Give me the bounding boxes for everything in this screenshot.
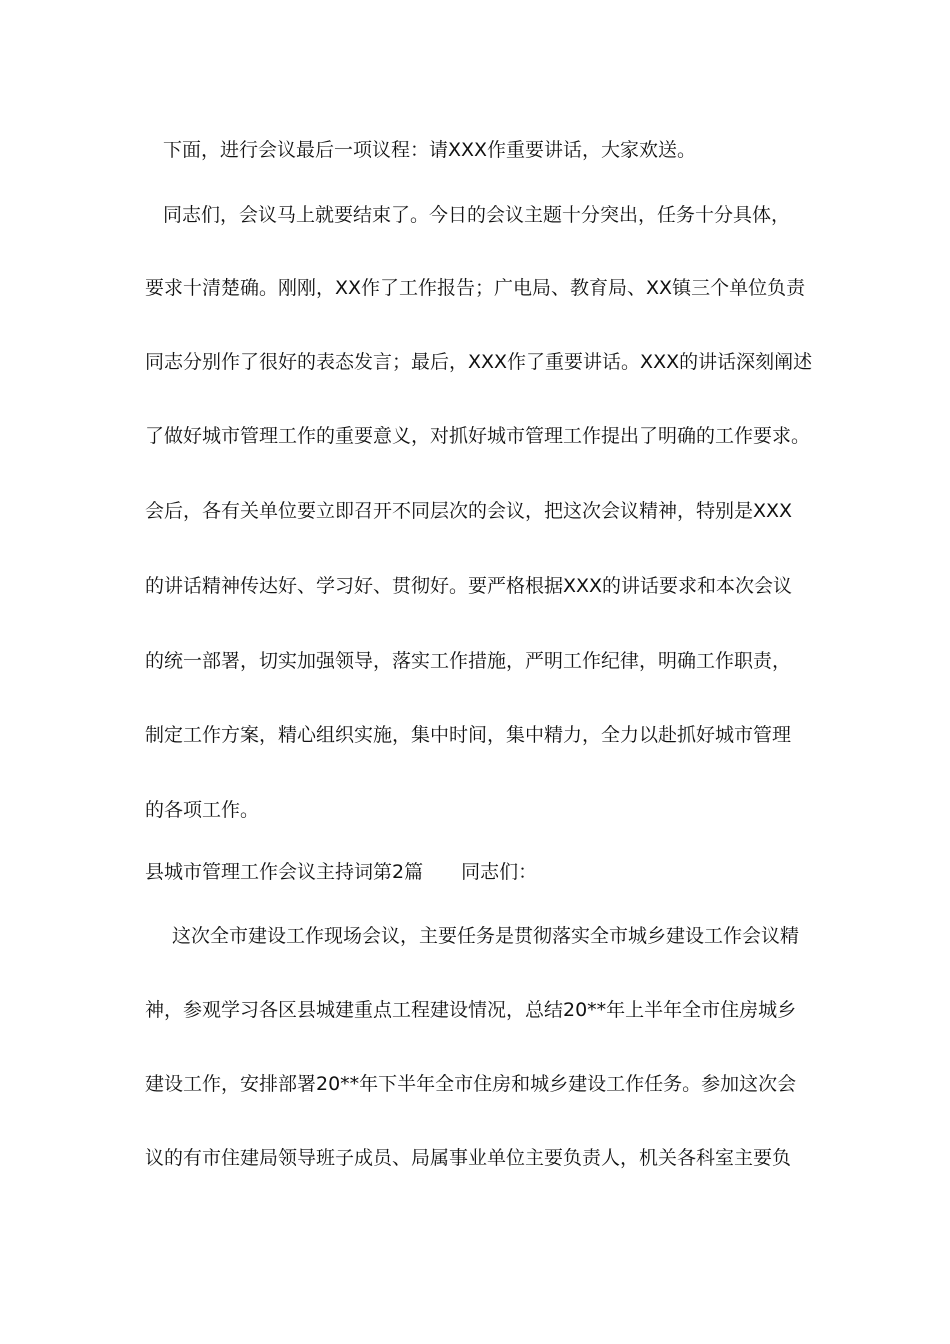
text-line: 的统一部署，切实加强领导，落实工作措施，严明工作纪律，明确工作职责， <box>145 650 792 672</box>
section-heading: 县城市管理工作会议主持词第2篇 同志们： <box>145 861 538 883</box>
text-line: 的各项工作。 <box>145 799 260 821</box>
text-line: 会后，各有关单位要立即召开不同层次的会议，把这次会议精神，特别是XXX <box>145 500 793 522</box>
text-line: 要求十清楚确。刚刚，XX作了工作报告；广电局、教育局、XX镇三个单位负责 <box>145 277 806 299</box>
text-line: 制定工作方案，精心组织实施，集中时间，集中精力，全力以赴抓好城市管理 <box>145 724 792 746</box>
text-line: 议的有市住建局领导班子成员、局属事业单位主要负责人，机关各科室主要负 <box>145 1147 792 1169</box>
text-line: 了做好城市管理工作的重要意义，对抓好城市管理工作提出了明确的工作要求。 <box>145 425 811 447</box>
text-line: 同志分别作了很好的表态发言；最后，XXX作了重要讲话。XXX的讲话深刻阐述 <box>145 351 813 373</box>
text-line: 神，参观学习各区县城建重点工程建设情况，总结20**年上半年全市住房城乡 <box>145 999 797 1021</box>
text-line: 同志们，会议马上就要结束了。今日的会议主题十分突出，任务十分具体， <box>163 204 791 226</box>
text-line: 这次全市建设工作现场会议，主要任务是贯彻落实全市城乡建设工作会议精 <box>172 925 800 947</box>
text-line: 下面，进行会议最后一项议程：请XXX作重要讲话，大家欢送。 <box>163 139 697 161</box>
text-line: 的讲话精神传达好、学习好、贯彻好。要严格根据XXX的讲话要求和本次会议 <box>145 575 793 597</box>
text-line: 建设工作，安排部署20**年下半年全市住房和城乡建设工作任务。参加这次会 <box>145 1073 797 1095</box>
